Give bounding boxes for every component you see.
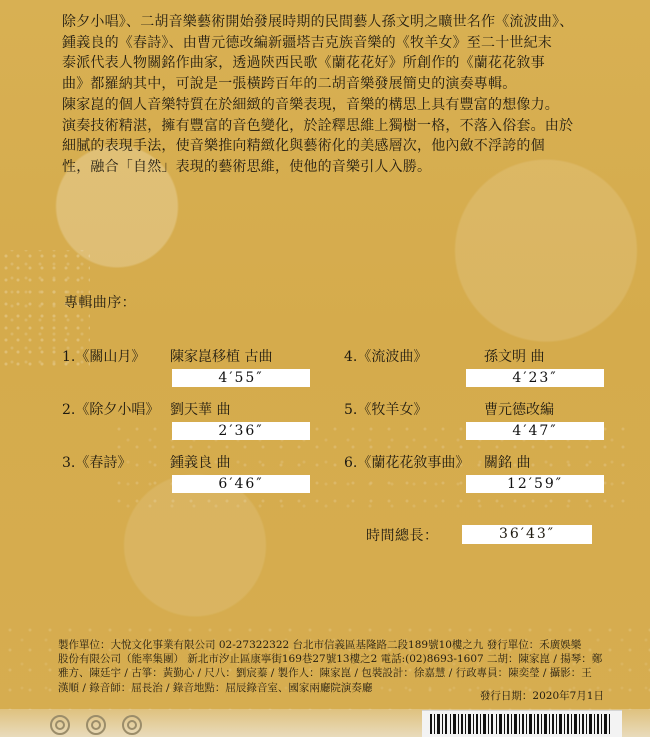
credits-line: 股份有限公司（能率集團） 新北市汐止區康寧街169巷27號13樓之2 電話:(02)8693-1607 二胡：陳家崑 / 揚琴：鄭 [58, 653, 603, 666]
logo-circle-icon [123, 716, 141, 734]
credits-line: 漢順 / 錄音師：屈長治 / 錄音地點：屈辰錄音室、國家兩廳院演奏廳 [58, 681, 373, 694]
tracklist-title: 專輯曲序： [64, 295, 136, 311]
track-title: 3.《春詩》 [62, 455, 132, 471]
track-credit: 孫文明 曲 [484, 349, 545, 365]
intro-line: 曲》都羅納其中，可說是一張橫跨百年的二胡音樂發展簡史的演奏專輯。 [62, 76, 517, 93]
track-title: 1.《關山月》 [62, 349, 146, 365]
barcode [422, 710, 622, 737]
track-credit: 曹元德改編 [484, 402, 554, 418]
intro-line: 鍾義良的《春詩》、由曹元德改編新疆塔吉克族音樂的《牧羊女》至二十世紀末 [62, 34, 552, 51]
total-duration-label: 時間總長： [366, 528, 439, 544]
track-duration: 4′23″ [466, 369, 604, 387]
track-credit: 陳家崑移植 古曲 [170, 349, 273, 365]
track-credit: 鍾義良 曲 [170, 455, 231, 471]
credits-block [58, 638, 606, 695]
track-title: 4.《流波曲》 [344, 349, 428, 365]
intro-text [62, 12, 622, 178]
track-duration: 4′47″ [466, 422, 604, 440]
track-duration: 2′36″ [172, 422, 310, 440]
logo-circle-icon [51, 716, 69, 734]
track-title: 6.《蘭花花敘事曲》 [344, 455, 470, 471]
total-duration-value: 36′43″ [462, 525, 592, 544]
track-duration: 12′59″ [466, 475, 604, 493]
credits-line: 製作單位：大悅文化事業有限公司 02-27322322 台北市信義區基隆路二段189號10樓之九 發行單位：禾廣娛樂 [58, 639, 582, 651]
track-title: 5.《牧羊女》 [344, 402, 428, 418]
logo-circle-icon [87, 716, 105, 734]
bottom-logos [44, 713, 164, 737]
intro-line: 性，融合「自然」表現的藝術思維，使他的音樂引人入勝。 [62, 159, 432, 176]
intro-line: 演奏技術精湛，擁有豐富的音色變化，於詮釋思維上獨樹一格，不落入俗套。由於 [62, 117, 574, 134]
track-duration: 6′46″ [172, 475, 310, 493]
track-duration: 4′55″ [172, 369, 310, 387]
intro-line: 陳家崑的個人音樂特質在於細緻的音樂表現，音樂的構思上具有豐富的想像力。 [62, 96, 559, 113]
credits-line: 雅方、陳廷宇 / 古箏：黃勤心 / 尺八：劉宸蓁 / 製作人：陳家崑 / 包裝設計：徐嘉慧 / 行政專員：陳奕瑩 / 攝影：王 [58, 667, 592, 680]
intro-line: 泰派代表人物關銘作曲家，透過陝西民歌《蘭花花好》所創作的《蘭花花敘事 [62, 55, 545, 72]
intro-line: 除夕小唱》、二胡音樂藝術開始發展時期的民間藝人孫文明之曠世名作《流波曲》、 [62, 14, 574, 30]
track-title: 2.《除夕小唱》 [62, 402, 160, 418]
intro-line: 細膩的表現手法，使音樂推向精緻化與藝術化的美感層次，他內斂不浮誇的個 [62, 138, 545, 155]
release-date: 發行日期：2020年7月1日 [479, 690, 604, 702]
track-credit: 關銘 曲 [484, 455, 531, 471]
track-credit: 劉天華 曲 [170, 402, 231, 418]
